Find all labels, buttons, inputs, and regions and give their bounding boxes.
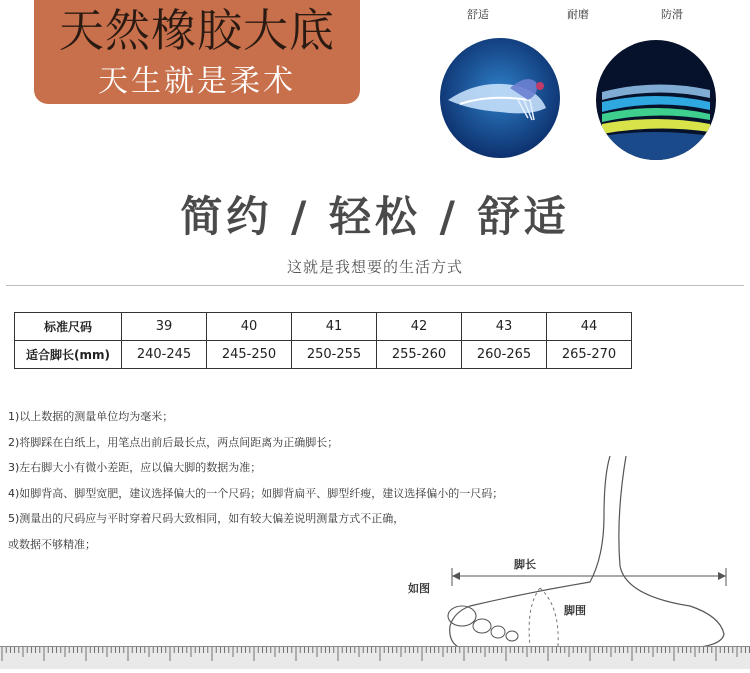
ruler (0, 646, 750, 669)
sole-layers-illustration (596, 40, 716, 160)
length-cell: 255-260 (377, 341, 462, 369)
comfort-illustration (440, 38, 560, 158)
size-row (15, 313, 632, 341)
feature-label-antislip: 防滑 (661, 8, 683, 21)
slogan-heading: 简约 / 轻松 / 舒适 (180, 192, 570, 241)
ruler-ticks (0, 647, 750, 669)
size-cell: 41 (292, 313, 377, 341)
feature-label-comfort: 舒适 (467, 8, 489, 21)
note-line: 或数据不够精准； (8, 537, 96, 551)
note-line: 3)左右脚大小有微小差距，应以偏大脚的数据为准； (8, 461, 262, 475)
size-cell: 44 (547, 313, 632, 341)
length-cell: 265-270 (547, 341, 632, 369)
length-row (15, 341, 632, 369)
length-cell: 250-255 (292, 341, 377, 369)
tagline: 这就是我想要的生活方式 (286, 258, 463, 276)
note-line: 1)以上数据的测量单位均为毫米； (8, 410, 174, 423)
length-cell: 260-265 (462, 341, 547, 369)
note-line: 2)将脚踩在白纸上，用笔点出前后最长点，两点间距离为正确脚长； (8, 435, 339, 449)
girth-label: 脚围 (564, 604, 586, 617)
size-cell: 39 (122, 313, 207, 341)
size-row-header: 标准尺码 (15, 313, 122, 341)
length-cell: 240-245 (122, 341, 207, 369)
length-row-header: 适合脚长(mm) (15, 341, 122, 369)
divider (6, 285, 744, 286)
note-line: 5)测量出的尺码应与平时穿着尺码大致相同，如有较大偏差说明测量方式不正确， (8, 512, 405, 526)
banner-title: 天然橡胶大底 (58, 4, 335, 57)
note-line: 4)如脚背高、脚型宽肥，建议选择偏大的一个尺码；如脚背扁平、脚型纤瘦，建议选择偏小的一尺码； (8, 486, 504, 500)
length-cell: 245-250 (207, 341, 292, 369)
size-cell: 43 (462, 313, 547, 341)
size-cell: 42 (377, 313, 462, 341)
promo-banner (34, 0, 360, 104)
size-cell: 40 (207, 313, 292, 341)
feature-label-durable: 耐磨 (567, 8, 589, 21)
measurement-notes (8, 404, 503, 558)
size-chart-table (14, 312, 632, 369)
example-label: 如图 (408, 582, 430, 595)
banner-subtitle: 天生就是柔术 (98, 64, 296, 99)
foot-length-label: 脚长 (514, 558, 536, 571)
